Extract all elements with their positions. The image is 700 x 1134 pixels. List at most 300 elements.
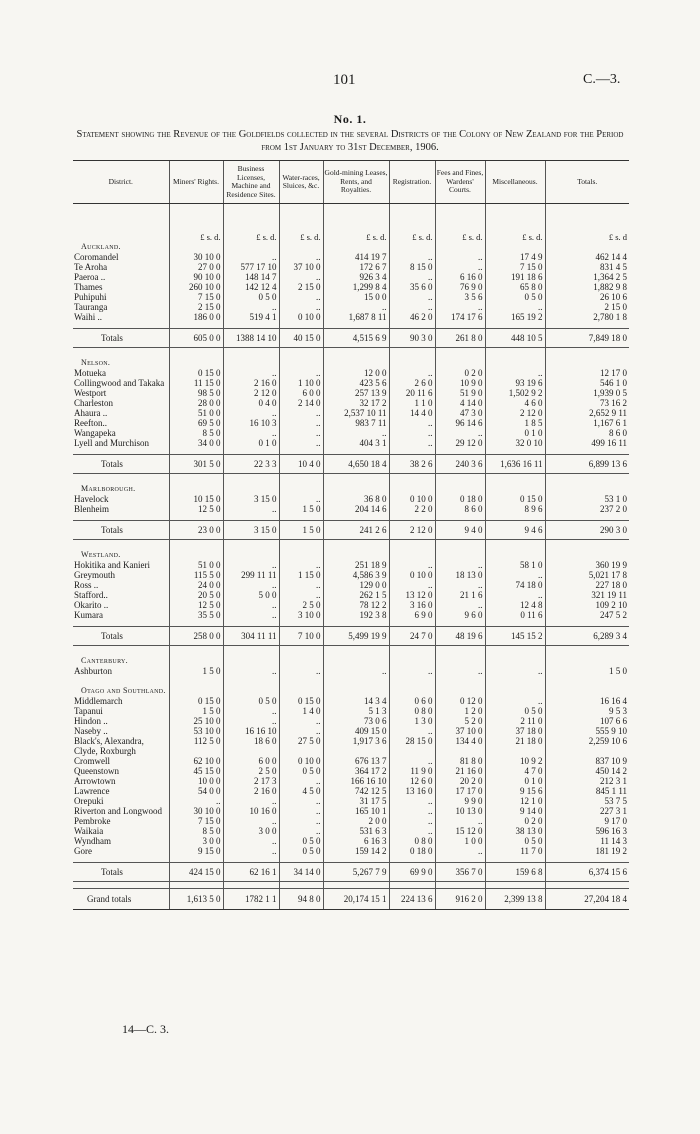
amount-cell: .. [279,368,323,378]
district-name: Cromwell [74,756,110,766]
units-row [73,204,629,243]
amount-cell: 10 16 0 [223,806,279,816]
section-blank [435,348,485,369]
amount-cell: .. [389,826,435,836]
amount-cell: 51 9 0 [435,388,485,398]
section-blank [435,646,485,667]
total-cell: 2 12 0 [389,521,435,540]
section-blank [223,676,279,696]
amount-cell: 21 16 0 [435,766,485,776]
grand-total-cell: 27,204 18 4 [545,889,629,910]
amount-cell: .. [223,560,279,570]
amount-cell: .. [389,726,435,736]
section-blank [223,540,279,561]
units-cell: £ s. d. [389,204,435,243]
amount-cell: 1 5 0 [169,666,223,676]
district-name: Lawrence [74,786,110,796]
district-name: Pembroke [74,816,111,826]
section-blank [323,676,389,696]
amount-cell: 1 0 0 [435,836,485,846]
amount-cell: .. [279,272,323,282]
amount-cell: 4 6 0 [485,398,545,408]
amount-cell: 251 18 9 [323,560,389,570]
amount-cell: .. [389,252,435,262]
section-blank [435,474,485,495]
total-cell: 424 15 0 [169,863,223,882]
amount-cell: .. [279,252,323,262]
amount-cell: 90 10 0 [169,272,223,282]
amount-cell: 2,652 9 11 [545,408,629,418]
units-cell: £ s. d. [223,204,279,243]
amount-cell: 81 8 0 [435,756,485,766]
total-cell: 1 5 0 [279,521,323,540]
amount-cell: .. [223,666,279,676]
section-header [73,474,629,495]
amount-cell: 0 1 0 [485,428,545,438]
table-row [73,610,629,620]
amount-cell: 25 10 0 [169,716,223,726]
table-row [73,302,629,312]
amount-cell: 21 18 0 [485,736,545,756]
amount-cell: 192 3 8 [323,610,389,620]
amount-cell: .. [279,726,323,736]
amount-cell: 0 5 0 [485,292,545,302]
grand-total-cell: 224 13 6 [389,889,435,910]
amount-cell: 51 0 0 [169,560,223,570]
amount-cell: 74 18 0 [485,580,545,590]
district-name: Paeroa .. [74,272,106,282]
amount-cell: 20 2 0 [435,776,485,786]
amount-cell: 73 16 2 [545,398,629,408]
amount-cell: .. [223,600,279,610]
amount-cell: 165 10 1 [323,806,389,816]
table-row [73,418,629,428]
amount-cell: 2 17 3 [223,776,279,786]
section-name: Canterbury. [81,656,128,665]
amount-cell: .. [279,776,323,786]
amount-cell: 165 19 2 [485,312,545,322]
amount-cell: .. [485,368,545,378]
amount-cell: 5 1 3 [323,706,389,716]
amount-cell: 17 4 9 [485,252,545,262]
amount-cell: 12 4 8 [485,600,545,610]
section-blank [279,676,323,696]
amount-cell: .. [279,428,323,438]
total-cell: 240 3 6 [435,455,485,474]
total-cell: 9 4 6 [485,521,545,540]
section-blank [435,540,485,561]
amount-cell: 13 16 0 [389,786,435,796]
spacer-cell [485,882,545,889]
amount-cell: .. [389,272,435,282]
total-cell: 448 10 5 [485,329,545,348]
amount-cell: 423 5 6 [323,378,389,388]
amount-cell: 18 13 0 [435,570,485,580]
amount-cell: 450 14 2 [545,766,629,776]
district-name: Riverton and Longwood [74,806,162,816]
amount-cell: 20 5 0 [169,590,223,600]
amount-cell: 38 13 0 [485,826,545,836]
section-blank [169,348,223,369]
amount-cell: .. [485,666,545,676]
amount-cell: 172 6 7 [323,262,389,272]
table-row [73,580,629,590]
amount-cell: 32 17 2 [323,398,389,408]
amount-cell: 0 5 0 [485,706,545,716]
amount-cell: 1 10 0 [279,378,323,388]
amount-cell: 14 4 0 [389,408,435,418]
amount-cell: .. [389,428,435,438]
col-header-fees-fines: Fees and Fines, Wardens' Courts. [435,161,485,204]
amount-cell: 9 14 0 [485,806,545,816]
spacer-cell [435,882,485,889]
table-row [73,378,629,388]
amount-cell: 17 17 0 [435,786,485,796]
table-row [73,766,629,776]
amount-cell: .. [223,836,279,846]
amount-cell: 0 5 0 [279,836,323,846]
amount-cell: 37 10 0 [279,262,323,272]
table-row [73,312,629,322]
amount-cell: 96 14 6 [435,418,485,428]
amount-cell: 10 13 0 [435,806,485,816]
section-header [73,242,629,252]
amount-cell: .. [389,666,435,676]
amount-cell: 5 2 0 [435,716,485,726]
grand-total-row [73,889,629,910]
amount-cell: 1 5 0 [279,504,323,514]
amount-cell: 8 9 6 [485,504,545,514]
section-blank [389,474,435,495]
total-cell: 605 0 0 [169,329,223,348]
revenue-table [73,160,629,910]
page-number: 101 [333,72,356,88]
section-blank [435,676,485,696]
total-cell: 38 2 6 [389,455,435,474]
col-header-business-licenses: Business Licenses, Machine and Residence Sites. [223,161,279,204]
total-cell: 7,849 18 0 [545,329,629,348]
section-name: Auckland. [81,242,121,251]
grand-total-cell: 1782 1 1 [223,889,279,910]
amount-cell: 499 16 11 [545,438,629,448]
table-row [73,262,629,272]
amount-cell: 9 17 0 [545,816,629,826]
section-total-row [73,329,629,348]
amount-cell: 0 10 0 [279,756,323,766]
section-blank [223,646,279,667]
units-cell: £ s. d. [485,204,545,243]
amount-cell: 555 9 10 [545,726,629,736]
district-name: Motueka [74,368,106,378]
amount-cell: 462 14 4 [545,252,629,262]
section-blank [169,474,223,495]
district-name: Wangapeka [74,428,116,438]
paper-reference: C.—3. [583,72,621,87]
grand-total-cell: 20,174 15 1 [323,889,389,910]
total-label: Totals [73,329,169,348]
amount-cell: .. [223,796,279,806]
table-row [73,504,629,514]
grand-total-cell: 2,399 13 8 [485,889,545,910]
amount-cell: .. [223,408,279,418]
district-name: Collingwood and Takaka [74,378,165,388]
amount-cell: 262 1 5 [323,590,389,600]
amount-cell: 676 13 7 [323,756,389,766]
district-name: Blenheim [74,504,109,514]
amount-cell: 6 0 0 [223,756,279,766]
amount-cell: 98 5 0 [169,388,223,398]
section-blank [223,474,279,495]
amount-cell: 2,537 10 11 [323,408,389,418]
section-blank [389,242,435,252]
section-blank [485,646,545,667]
spacer-cell [323,882,389,889]
section-blank [485,242,545,252]
amount-cell: 30 10 0 [169,806,223,816]
amount-cell: 1,687 8 11 [323,312,389,322]
amount-cell: 2 16 0 [223,786,279,796]
district-name: Ross .. [74,580,99,590]
amount-cell: 4,586 3 9 [323,570,389,580]
amount-cell: .. [279,816,323,826]
amount-cell: 8 5 0 [169,428,223,438]
section-blank [169,540,223,561]
amount-cell: 12 17 0 [545,368,629,378]
amount-cell: 6 16 3 [323,836,389,846]
amount-cell: 73 0 6 [323,716,389,726]
district-name: Kumara [74,610,103,620]
section-blank [389,540,435,561]
section-blank [279,242,323,252]
amount-cell: 227 18 0 [545,580,629,590]
district-name: Havelock [74,494,109,504]
table-row [73,816,629,826]
district-name: Ashburton [74,666,112,676]
district-name: Charleston [74,398,113,408]
section-blank [223,348,279,369]
amount-cell: 2,259 10 6 [545,736,629,756]
amount-cell: 1 3 0 [389,716,435,726]
amount-cell: 12 5 0 [169,504,223,514]
amount-cell: 1 5 0 [545,666,629,676]
amount-cell: 0 12 0 [435,696,485,706]
total-cell: 304 11 11 [223,627,279,646]
amount-cell: 76 9 0 [435,282,485,292]
amount-cell: 11 14 3 [545,836,629,846]
amount-cell: 3 10 0 [279,610,323,620]
district-name: Hokitika and Kanieri [74,560,150,570]
amount-cell: 12 1 0 [485,796,545,806]
amount-cell: 78 12 2 [323,600,389,610]
amount-cell: 0 8 0 [389,836,435,846]
amount-cell: 0 10 0 [389,494,435,504]
amount-cell: 9 9 0 [435,796,485,806]
amount-cell: .. [435,560,485,570]
amount-cell: 31 17 5 [323,796,389,806]
total-cell: 261 8 0 [435,329,485,348]
table-row [73,836,629,846]
section-total-row [73,863,629,882]
section-blank [485,348,545,369]
table-row [73,398,629,408]
amount-cell: 0 18 0 [435,494,485,504]
amount-cell: 15 0 0 [323,292,389,302]
district-name: Ahaura .. [74,408,108,418]
amount-cell: 364 17 2 [323,766,389,776]
section-header [73,646,629,667]
district-name: Queenstown [74,766,119,776]
section-blank [389,676,435,696]
amount-cell: 16 10 3 [223,418,279,428]
amount-cell: 2 12 0 [485,408,545,418]
district-name: Stafford.. [74,590,108,600]
amount-cell: .. [279,560,323,570]
section-blank [323,540,389,561]
amount-cell: .. [223,706,279,716]
amount-cell: 8 5 0 [169,826,223,836]
amount-cell: .. [485,570,545,580]
amount-cell: 2 5 0 [279,600,323,610]
amount-cell: 257 13 9 [323,388,389,398]
section-name: Nelson. [81,358,111,367]
amount-cell: 181 19 2 [545,846,629,856]
table-row [73,716,629,726]
amount-cell: 37 10 0 [435,726,485,736]
amount-cell: .. [223,368,279,378]
amount-cell: 409 15 0 [323,726,389,736]
amount-cell: 45 15 0 [169,766,223,776]
amount-cell: 414 19 7 [323,252,389,262]
amount-cell: 845 1 11 [545,786,629,796]
amount-cell: 6 0 0 [279,388,323,398]
section-blank [545,242,629,252]
amount-cell: .. [279,408,323,418]
amount-cell: .. [279,826,323,836]
table-header-row [73,161,629,204]
total-cell: 7 10 0 [279,627,323,646]
amount-cell: 260 10 0 [169,282,223,292]
grand-total-cell: 916 2 0 [435,889,485,910]
amount-cell: .. [435,600,485,610]
district-name: Arrowtown [74,776,116,786]
amount-cell: .. [435,846,485,856]
amount-cell: 6 9 0 [389,610,435,620]
amount-cell: 186 0 0 [169,312,223,322]
table-row [73,846,629,856]
amount-cell: 546 1 0 [545,378,629,388]
section-blank [323,646,389,667]
amount-cell: 212 3 1 [545,776,629,786]
amount-cell: .. [279,806,323,816]
amount-cell: 3 0 0 [169,836,223,846]
section-header [73,348,629,369]
section-blank [545,474,629,495]
amount-cell: .. [323,666,389,676]
amount-cell: .. [279,580,323,590]
col-header-water-races: Water-races, Sluices, &c. [279,161,323,204]
section-blank [485,540,545,561]
total-cell: 301 5 0 [169,455,223,474]
amount-cell: 9 6 0 [435,610,485,620]
amount-cell: 27 0 0 [169,262,223,272]
table-row [73,666,629,676]
col-header-miscellaneous: Miscellaneous. [485,161,545,204]
district-name: Westport [74,388,107,398]
amount-cell: 62 10 0 [169,756,223,766]
district-name: Greymouth [74,570,115,580]
amount-cell: 3 16 0 [389,600,435,610]
amount-cell: 34 0 0 [169,438,223,448]
total-label: Totals [73,455,169,474]
table-row [73,292,629,302]
amount-cell: .. [389,438,435,448]
amount-cell: .. [485,302,545,312]
amount-cell: 1,167 6 1 [545,418,629,428]
amount-cell: 1 5 0 [169,706,223,716]
amount-cell: 360 19 9 [545,560,629,570]
section-blank [279,348,323,369]
total-cell: 40 15 0 [279,329,323,348]
amount-cell: 4 5 0 [279,786,323,796]
amount-cell: 2 11 0 [485,716,545,726]
amount-cell: 65 8 0 [485,282,545,292]
amount-cell: 531 6 3 [323,826,389,836]
amount-cell: 5 0 0 [223,590,279,600]
amount-cell: 0 6 0 [389,696,435,706]
units-cell: £ s. d. [169,204,223,243]
amount-cell: 2,780 1 8 [545,312,629,322]
amount-cell: .. [485,696,545,706]
amount-cell: 47 3 0 [435,408,485,418]
section-blank [485,676,545,696]
amount-cell: 10 9 2 [485,756,545,766]
amount-cell: 8 6 0 [435,504,485,514]
section-blank [169,646,223,667]
amount-cell: 2 15 0 [279,282,323,292]
amount-cell: 1 8 5 [485,418,545,428]
amount-cell: 115 5 0 [169,570,223,580]
spacer-cell [223,882,279,889]
total-cell: 1388 14 10 [223,329,279,348]
district-name: Wyndham [74,836,111,846]
amount-cell: 37 18 0 [485,726,545,736]
amount-cell: .. [389,560,435,570]
total-cell: 4,515 6 9 [323,329,389,348]
col-header-gold-mining-leases: Gold-mining Leases, Rents, and Royalties. [323,161,389,204]
table-row [73,272,629,282]
amount-cell: .. [223,504,279,514]
amount-cell: 53 10 0 [169,726,223,736]
amount-cell: 0 2 0 [485,816,545,826]
total-cell: 3 15 0 [223,521,279,540]
total-cell: 145 15 2 [485,627,545,646]
section-header [73,540,629,561]
table-row [73,388,629,398]
section-blank [279,646,323,667]
total-cell: 24 7 0 [389,627,435,646]
section-name: Otago and Southland. [81,686,166,695]
table-row [73,786,629,796]
amount-cell: 15 12 0 [435,826,485,836]
amount-cell: 18 6 0 [223,736,279,756]
col-header-miners-rights: Miners' Rights. [169,161,223,204]
district-name: Waikaia [74,826,104,836]
amount-cell: 16 16 4 [545,696,629,706]
col-header-totals: Totals. [545,161,629,204]
amount-cell: 0 1 0 [223,438,279,448]
col-header-district: District. [73,161,169,204]
total-cell: 6,289 3 4 [545,627,629,646]
